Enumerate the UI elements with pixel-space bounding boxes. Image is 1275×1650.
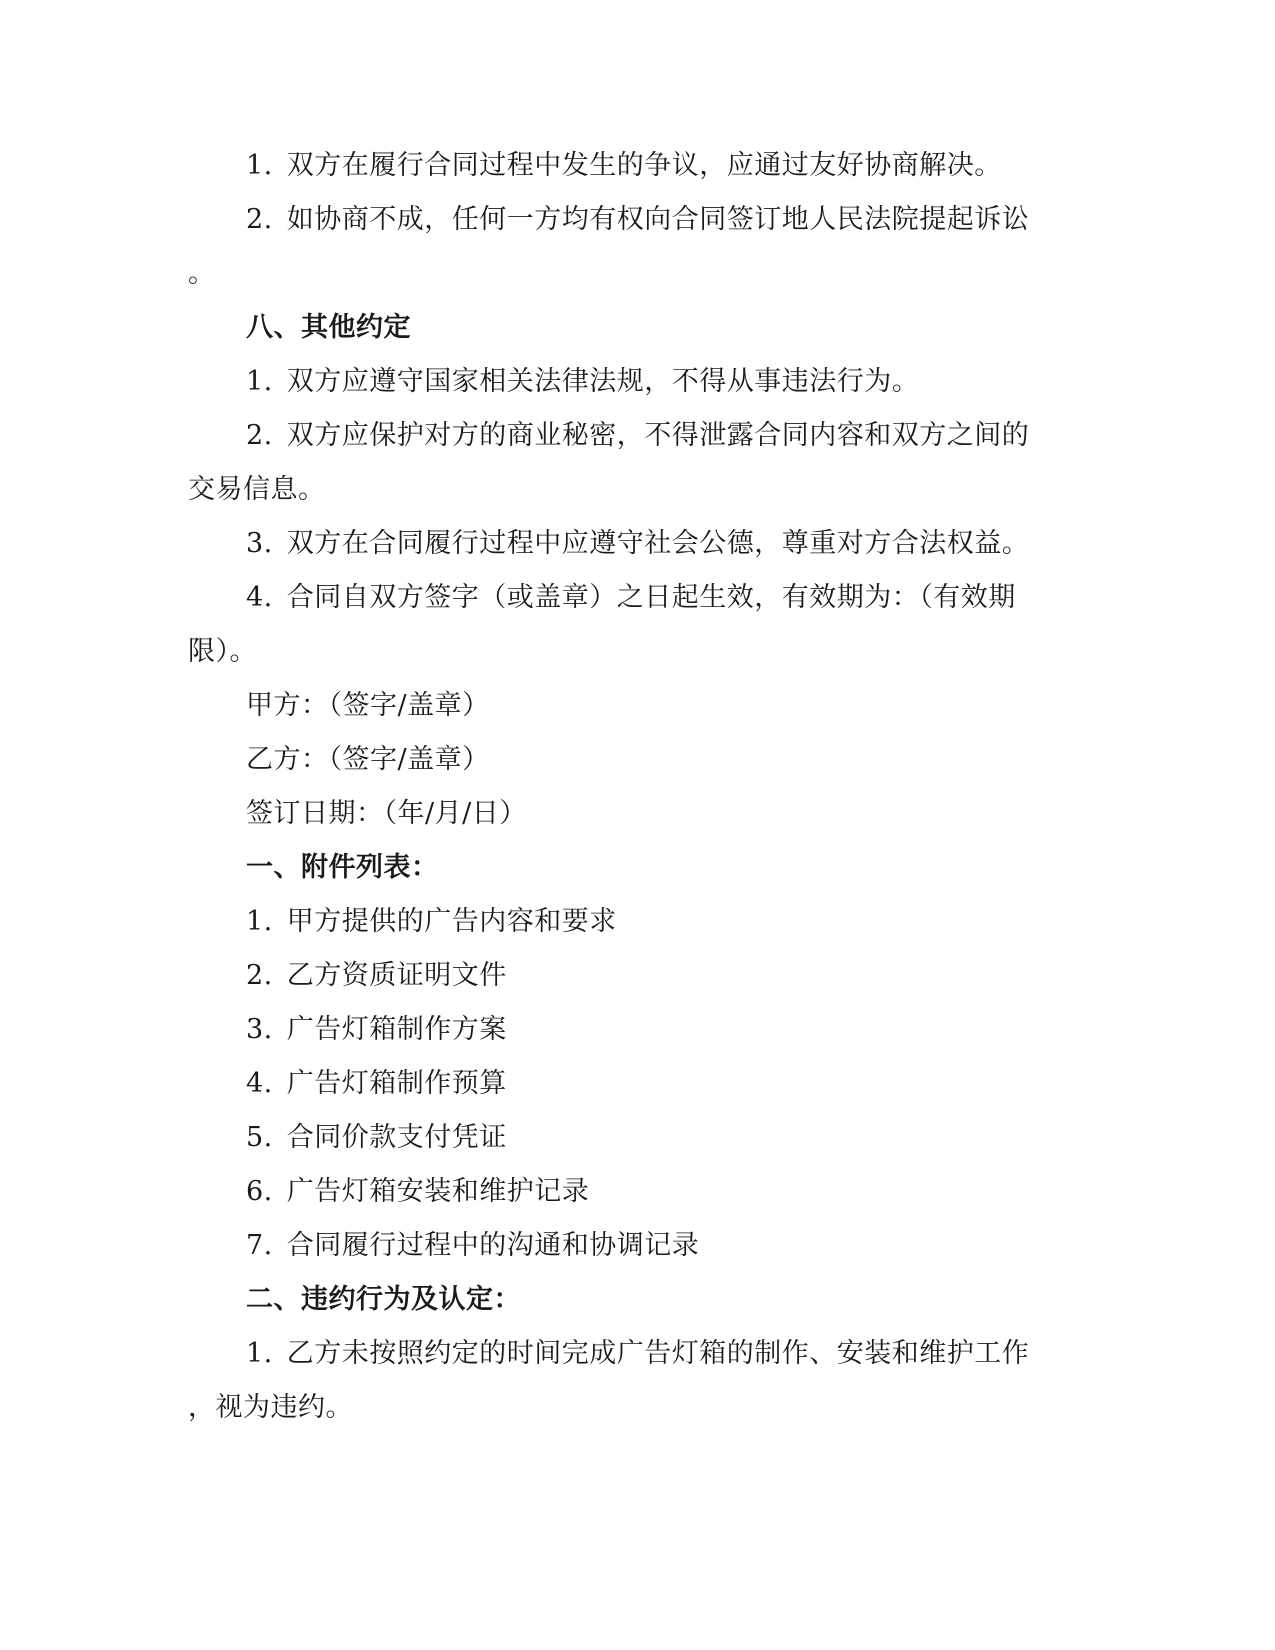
section-heading-other-agreements: 八、其他约定 [246,312,411,343]
item-number: 2. [246,960,273,991]
item-number: 1. [246,366,273,397]
item-text: 如协商不成，任何一方均有权向合同签订地人民法院提起诉讼 [286,204,1030,235]
item-number: 2. [246,420,273,451]
attachment-item [246,1174,1146,1210]
dispute-item-2-continuation: 。 [188,258,216,289]
item-text: 合同履行过程中的沟通和协调记录 [286,1230,700,1261]
signature-party-a: 甲方：（签字/盖章） [246,690,490,721]
item-number: 5. [246,1122,273,1153]
item-number: 6. [246,1176,273,1207]
item-text: 甲方提供的广告内容和要求 [286,906,617,937]
other-item-3 [246,526,1146,562]
item-number: 7. [246,1230,273,1261]
item-number: 2. [246,204,273,235]
attachment-item [246,1120,1146,1156]
attachment-item [246,904,1146,940]
other-item-4 [246,580,1146,616]
item-text: 乙方资质证明文件 [286,960,507,991]
attachment-item [246,1228,1146,1264]
other-item-4-continuation: 限）。 [188,636,257,667]
item-number: 3. [246,1014,273,1045]
other-item-1 [246,364,1146,400]
item-number: 1. [246,150,273,181]
breach-item-1 [246,1336,1146,1372]
dispute-item-2 [246,202,1146,238]
item-text: 双方应遵守国家相关法律法规，不得从事违法行为。 [286,366,920,397]
item-number: 4. [246,1068,273,1099]
item-number: 1. [246,906,273,937]
attachment-item [246,958,1146,994]
item-text: 双方在合同履行过程中应遵守社会公德，尊重对方合法权益。 [286,528,1030,559]
item-text: 合同自双方签字（或盖章）之日起生效，有效期为：（有效期 [286,582,1016,613]
breach-item-1-continuation: ，视为违约。 [188,1392,353,1423]
item-text: 合同价款支付凭证 [286,1122,507,1153]
signature-party-b: 乙方：（签字/盖章） [246,744,490,775]
attachment-item [246,1012,1146,1048]
item-number: 3. [246,528,273,559]
signing-date: 签订日期：（年/月/日） [246,798,527,829]
dispute-item-1 [246,148,1146,184]
item-text: 乙方未按照约定的时间完成广告灯箱的制作、安装和维护工作 [286,1338,1030,1369]
item-text: 广告灯箱安装和维护记录 [286,1176,590,1207]
attachment-item [246,1066,1146,1102]
item-text: 双方应保护对方的商业秘密，不得泄露合同内容和双方之间的 [286,420,1030,451]
other-item-2-continuation: 交易信息。 [188,474,326,505]
item-text: 广告灯箱制作预算 [286,1068,507,1099]
section-heading-breach: 二、违约行为及认定： [246,1284,521,1315]
other-item-2 [246,418,1146,454]
item-number: 4. [246,582,273,613]
item-text: 双方在履行合同过程中发生的争议，应通过友好协商解决。 [286,150,1002,181]
item-number: 1. [246,1338,273,1369]
item-text: 广告灯箱制作方案 [286,1014,507,1045]
section-heading-attachments: 一、附件列表： [246,852,439,883]
